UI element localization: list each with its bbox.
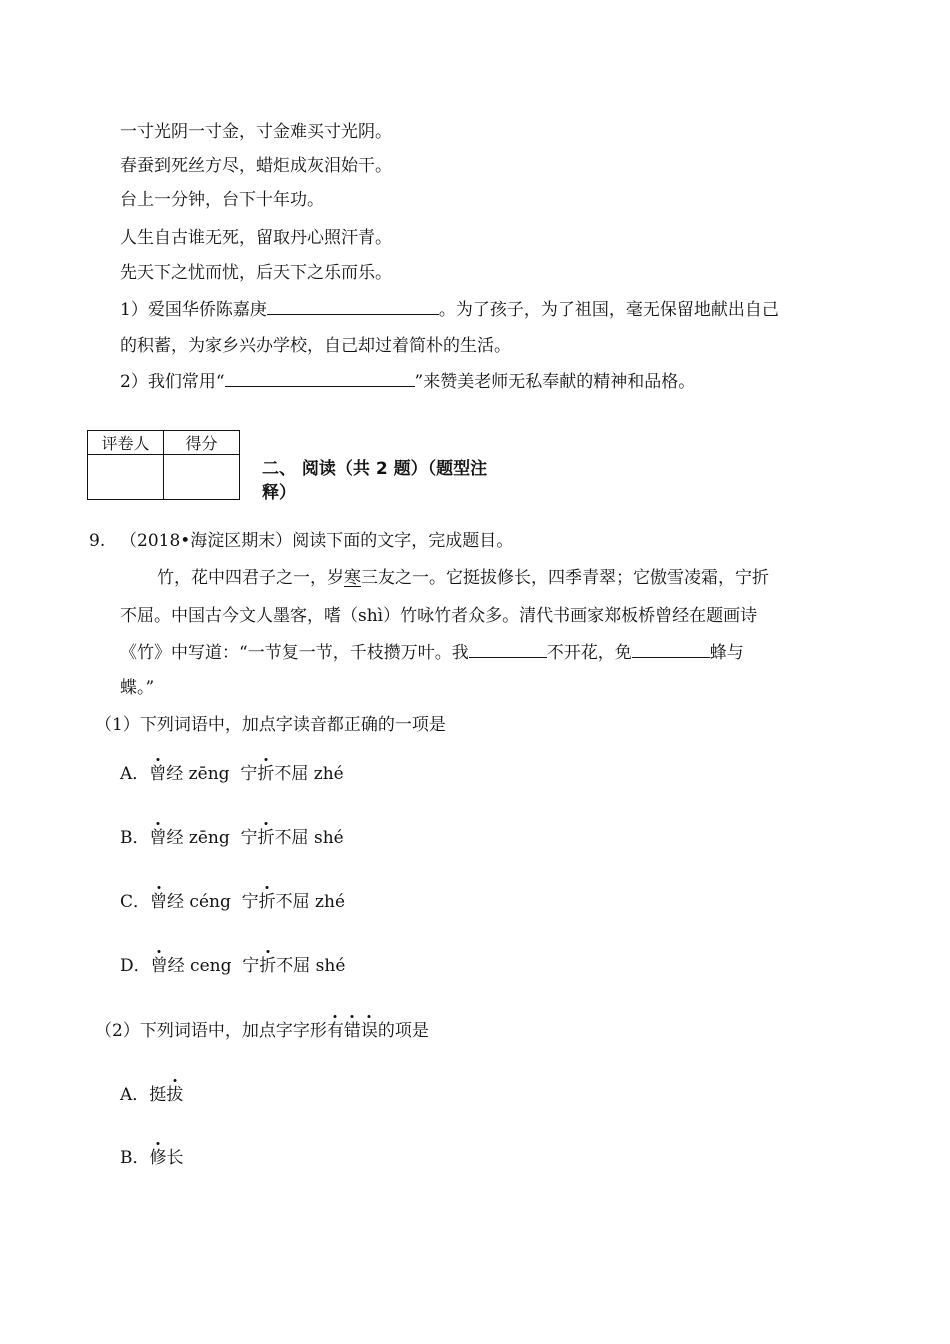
dotted-char: 折 [257, 764, 275, 784]
sub1-option-a[interactable] [120, 763, 344, 785]
poem-line: 人生自古谁无死，留取丹心照汗青。 [120, 228, 392, 248]
sub2-stem [95, 1020, 429, 1042]
option-text: 不屈 shé [276, 956, 346, 976]
fill-question-1 [120, 298, 779, 321]
stem-text: 的项是 [377, 1021, 429, 1041]
q2-answer-blank[interactable] [225, 370, 415, 387]
passage-blank-2[interactable] [632, 641, 710, 658]
dotted-char: 折 [257, 828, 275, 848]
dotted-char: 折 [259, 956, 277, 976]
option-label: A． [120, 764, 150, 784]
poem-line: 春蚕到死丝方尽，蜡炬成灰泪始干。 [120, 156, 392, 176]
q2-suffix: ”来赞美老师无私奉献的精神和品格。 [414, 372, 696, 392]
option-text: 不屈 shé [274, 828, 344, 848]
option-text: 经 ceng 宁 [167, 956, 260, 976]
passage-line [120, 641, 744, 664]
fill-question-2 [120, 370, 695, 393]
poem-line: 先天下之忧而忧，后天下之乐而乐。 [120, 263, 392, 283]
option-label: A． [120, 1085, 150, 1105]
option-text: 经 zēng 宁 [166, 828, 258, 848]
poem-line: 台上一分钟，台下十年功。 [120, 190, 324, 210]
sub1-option-b[interactable] [120, 827, 344, 849]
option-text: 经 zēng 宁 [166, 764, 258, 784]
dotted-char: 曾 [150, 956, 168, 976]
sub1-stem: （1）下列词语中，加点字读音都正确的一项是 [95, 715, 446, 735]
passage-line [157, 567, 769, 589]
section-title-line1: 二、 阅读（共 2 题）（题型注 [262, 459, 488, 479]
option-label: B． [120, 1148, 150, 1168]
poem-line: 一寸光阴一寸金，寸金难买寸光阴。 [120, 122, 392, 142]
sub1-option-d[interactable] [120, 955, 345, 977]
dotted-char: 折 [258, 892, 276, 912]
option-text: 不屈 zhé [274, 764, 344, 784]
option-text: 经 céng 宁 [167, 892, 259, 912]
q9-number: 9. [89, 531, 106, 551]
passage-line: 蝶。” [120, 678, 155, 698]
passage-line: 不屈。中国古今文人墨客，嗜（shì）竹咏竹者众多。清代书画家郑板桥曾经在题画诗 [120, 606, 758, 626]
passage-text: 三友之一。它挺拔修长，四季青翠；它傲雪凌霜，宁折 [361, 568, 769, 588]
stem-text: （2）下列词语中，加点字字形 [95, 1021, 327, 1041]
dotted-char: 错 [343, 1021, 361, 1041]
dotted-char: 修 [149, 1148, 167, 1168]
q1-suffix: 。为了孩子，为了祖国，毫无保留地献出自己 [438, 300, 779, 320]
passage-text: 不开花，免 [546, 643, 632, 663]
passage-text: 《竹》中写道：“一节复一节，千枝攒万叶。我 [120, 643, 469, 663]
option-label: C． [120, 892, 151, 912]
underlined-char: 寒 [344, 568, 361, 588]
section-title-line2: 释） [262, 483, 296, 503]
dotted-char: 曾 [149, 828, 167, 848]
dotted-char: 误 [360, 1021, 378, 1041]
dotted-char: 拔 [166, 1085, 184, 1105]
score-table-score-cell[interactable] [164, 455, 240, 500]
sub2-option-b[interactable] [120, 1147, 184, 1169]
score-table-score-header: 得分 [164, 431, 240, 455]
q9-header: （2018•海淀区期末）阅读下面的文字，完成题目。 [120, 531, 514, 551]
passage-text: 蜂与 [709, 643, 744, 663]
score-table-grader-header: 评卷人 [88, 431, 164, 455]
option-text: 挺 [149, 1085, 167, 1105]
option-label: D． [120, 956, 151, 976]
q2-prefix: 2）我们常用“ [120, 372, 225, 392]
section-title [262, 457, 562, 505]
score-table-grader-cell[interactable] [88, 455, 164, 500]
score-table [87, 430, 240, 500]
option-text: 不屈 zhé [275, 892, 346, 912]
option-text: 长 [166, 1148, 184, 1168]
q1-answer-blank[interactable] [267, 298, 439, 315]
option-label: B． [120, 828, 150, 848]
q1-line2: 的积蓄，为家乡兴办学校，自己却过着简朴的生活。 [120, 336, 511, 356]
sub2-option-a[interactable] [120, 1084, 183, 1106]
dotted-char: 曾 [150, 892, 168, 912]
q1-prefix: 1）爱国华侨陈嘉庚 [120, 300, 267, 320]
dotted-char: 有 [326, 1021, 344, 1041]
sub1-option-c[interactable] [120, 891, 345, 913]
dotted-char: 曾 [149, 764, 167, 784]
passage-blank-1[interactable] [469, 641, 547, 658]
passage-text: 竹，花中四君子之一，岁 [157, 568, 344, 588]
